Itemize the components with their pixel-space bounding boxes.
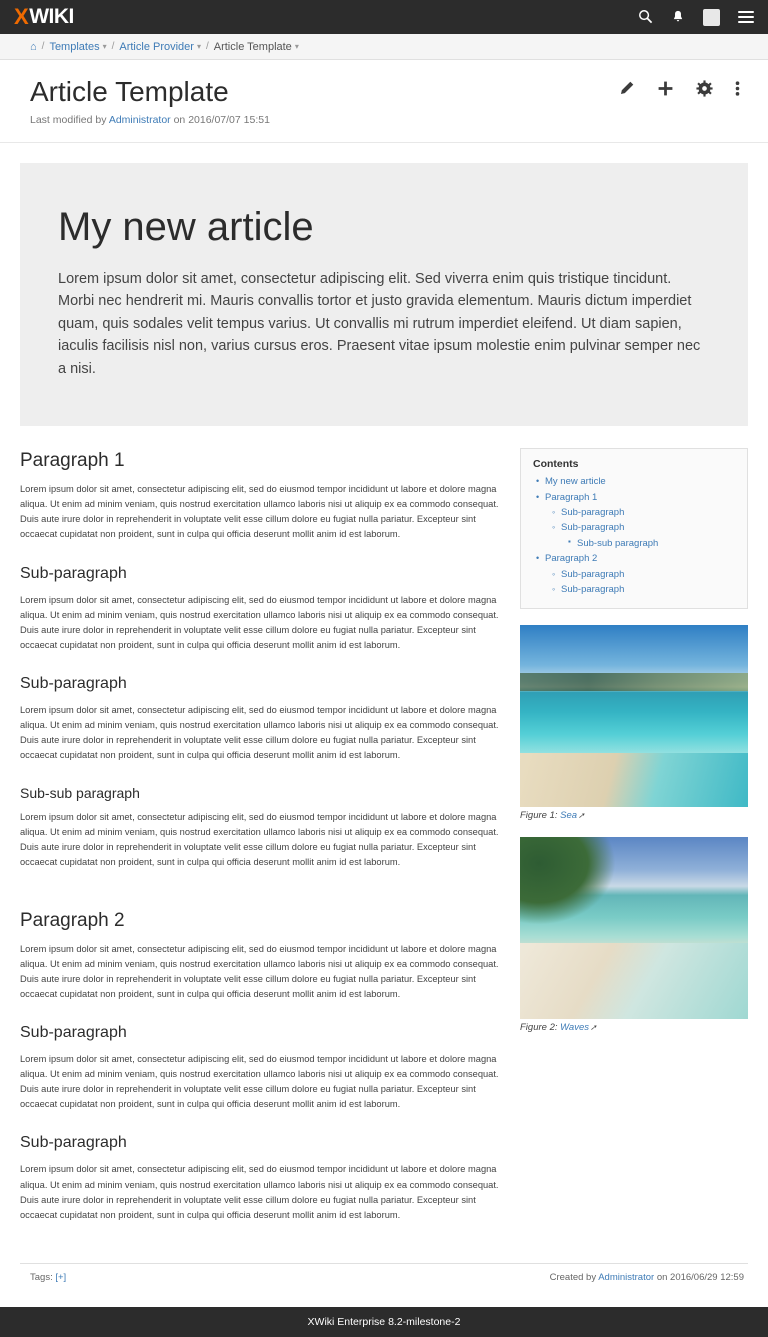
section-sub-sub-paragraph <box>20 785 500 870</box>
heading-sub-paragraph: Sub-paragraph <box>20 1024 127 1042</box>
tags-expand-toggle[interactable]: [+] <box>55 1271 67 1283</box>
breadcrumb-item-current: Article Template <box>213 40 292 53</box>
notifications-bell-icon[interactable] <box>671 9 685 26</box>
page-icon[interactable] <box>703 9 720 26</box>
xwiki-logo[interactable] <box>14 4 74 30</box>
chevron-down-icon[interactable]: ▾ <box>294 42 299 51</box>
body-paragraph: Lorem ipsum dolor sit amet, consectetur adipiscing elit, sed do eiusmod tempor incididunt ut labore et dolore magna aliqua. Ut enim ad minim veniam, quis nostrud exercitation ullamco laboris nisi ut aliquip ex ea commodo consequat. Duis aute irure dolor in reprehenderit in voluptate velit esse cillum dolore eu fugiat nulla pariatur. Excepteur sint occaecat cupidatat non proident, sunt in culpa qui officia deserunt mollit anim id est laborum. <box>20 704 499 760</box>
toc-link-my-new-article[interactable]: My new article <box>545 476 606 488</box>
gear-icon-svg <box>696 80 713 97</box>
body-paragraph: Lorem ipsum dolor sit amet, consectetur adipiscing elit, sed do eiusmod tempor incididunt ut labore et dolore magna aliqua. Ut enim ad minim veniam, quis nostrud exercitation ullamco laboris nisi ut aliquip ex ea commodo consequat. Duis aute irure dolor in reprehenderit in voluptate velit esse cillum dolore eu fugiat nulla pariatur. Excepteur sint occaecat cupidatat non proident, sunt in culpa qui officia deserunt mollit anim id est laborum. <box>20 1164 499 1220</box>
toc-link-sub-paragraph[interactable]: Sub-paragraph <box>561 568 625 580</box>
toc-sublist <box>545 567 735 598</box>
section-sub-paragraph-2b <box>20 1134 500 1222</box>
toc-link-paragraph-1[interactable]: Paragraph 1 <box>545 491 598 503</box>
document-actions <box>618 80 740 100</box>
breadcrumb-item-article-provider[interactable]: Article Provider <box>119 40 194 53</box>
toc-item[interactable] <box>545 474 735 489</box>
search-icon-svg <box>638 9 653 24</box>
section-paragraph-1 <box>20 448 500 542</box>
heading-sub-paragraph: Sub-paragraph <box>20 564 127 582</box>
breadcrumb-separator: / <box>41 41 45 52</box>
footer-bar <box>0 1307 768 1337</box>
chevron-down-icon[interactable]: ▾ <box>102 42 107 51</box>
toc-title: Contents <box>533 458 579 471</box>
page-header <box>0 60 768 143</box>
search-icon[interactable] <box>638 9 653 26</box>
menu-icon-line <box>738 11 754 13</box>
section-sub-paragraph-1a <box>20 565 500 653</box>
toc-list <box>533 474 735 597</box>
body-paragraph: Lorem ipsum dolor sit amet, consectetur adipiscing elit, sed do eiusmod tempor incididunt ut labore et dolore magna aliqua. Ut enim ad minim veniam, quis nostrud exercitation ullamco laboris nisi ut aliquip ex ea commodo consequat. Duis aute irure dolor in reprehenderit in voluptate velit esse cillum dolore eu fugiat nulla pariatur. Excepteur sint occaecat cupidatat non proident, sunt in culpa qui officia deserunt mollit anim id est laborum. <box>20 594 499 650</box>
logo-wordmark: WIKI <box>29 5 74 28</box>
breadcrumb-separator: / <box>111 41 115 52</box>
figure-1-caption <box>520 810 748 821</box>
menu-icon-line <box>738 16 754 18</box>
toc-link-paragraph-2[interactable]: Paragraph 2 <box>545 553 598 565</box>
figure-1 <box>520 625 748 821</box>
external-link-icon: ➚ <box>590 1023 597 1033</box>
edit-pencil-icon[interactable] <box>618 80 635 100</box>
sea-image[interactable] <box>520 625 748 807</box>
toc-item[interactable] <box>561 505 735 520</box>
menu-icon-line <box>738 21 754 23</box>
heading-sub-paragraph: Sub-paragraph <box>20 674 127 692</box>
bell-icon-svg <box>671 9 685 24</box>
hero-title: My new article <box>58 205 314 249</box>
body-paragraph: Lorem ipsum dolor sit amet, consectetur adipiscing elit, sed do eiusmod tempor incididunt ut labore et dolore magna aliqua. Ut enim ad minim veniam, quis nostrud exercitation ullamco laboris nisi ut aliquip ex ea commodo consequat. Duis aute irure dolor in reprehenderit in voluptate velit esse cillum dolore eu fugiat nulla pariatur. Excepteur sint occaecat cupidatat non proident, sunt in culpa qui officia deserunt mollit anim id est laborum. <box>20 944 499 1000</box>
section-sub-paragraph-2a <box>20 1024 500 1112</box>
body-paragraph: Lorem ipsum dolor sit amet, consectetur adipiscing elit, sed do eiusmod tempor incididunt ut labore et dolore magna aliqua. Ut enim ad minim veniam, quis nostrud exercitation ullamco laboris nisi ut aliquip ex ea commodo consequat. Duis aute irure dolor in reprehenderit in voluptate velit esse cillum dolore eu fugiat nulla pariatur. Excepteur sint occaecat cupidatat non proident, sunt in culpa qui officia deserunt mollit anim id est laborum. <box>20 484 499 540</box>
heading-paragraph-2: Paragraph 2 <box>20 910 125 932</box>
toc-link-sub-paragraph[interactable]: Sub-paragraph <box>561 507 625 519</box>
breadcrumb-separator: / <box>205 41 209 52</box>
breadcrumb <box>0 34 768 60</box>
hero-paragraph: Lorem ipsum dolor sit amet, consectetur adipiscing elit. Sed viverra enim quis tristique tincidunt. Morbi nec hendrerit mi. Mauris convallis tortor et justo gravida elementum. Mauris dictum imperdiet quam, quis sodales velit tempus varius. Ut convallis mi rutrum imperdiet eleifend. Ut diam sapien, iaculis facilisis nisl non, varius cursus eros. Praesent vitae ipsum molestie enim pulvinar semper nec a nisi. <box>58 271 701 377</box>
page-title: Article Template <box>30 76 229 107</box>
figure-1-caption-prefix: Figure 1: <box>520 810 558 822</box>
toc-sublist <box>545 505 735 551</box>
figure-1-link[interactable]: Sea <box>560 810 578 822</box>
breadcrumb-home-icon[interactable]: ⌂ <box>30 40 37 53</box>
article-hero-box <box>20 163 748 426</box>
body-paragraph: Lorem ipsum dolor sit amet, consectetur adipiscing elit, sed do eiusmod tempor incididunt ut labore et dolore magna aliqua. Ut enim ad minim veniam, quis nostrud exercitation ullamco laboris nisi ut aliquip ex ea commodo consequat. Duis aute irure dolor in reprehenderit in voluptate velit esse cillum dolore eu fugiat nulla pariatur. Excepteur sint occaecat cupidatat non proident, sunt in culpa qui officia deserunt mollit anim id est laborum. <box>20 811 499 868</box>
section-sub-paragraph-1b <box>20 675 500 763</box>
top-navigation-bar <box>0 0 768 34</box>
toc-item[interactable] <box>561 567 735 582</box>
settings-gear-icon[interactable] <box>696 80 713 100</box>
created-prefix: Created by <box>549 1271 597 1283</box>
document-footer <box>20 1263 748 1293</box>
breadcrumb-item-templates[interactable]: Templates <box>49 40 100 53</box>
main-content-column <box>20 448 500 1244</box>
waves-image[interactable] <box>520 837 748 1019</box>
last-modified-date: on 2016/07/07 15:51 <box>173 114 270 126</box>
page-last-modified-info <box>30 114 738 134</box>
figure-2-link[interactable]: Waves <box>560 1022 590 1034</box>
toc-link-sub-paragraph[interactable]: Sub-paragraph <box>561 522 625 534</box>
heading-sub-paragraph: Sub-paragraph <box>20 1134 127 1152</box>
toc-link-sub-sub-paragraph[interactable]: Sub-sub paragraph <box>577 537 659 549</box>
created-info <box>550 1272 744 1283</box>
last-modified-prefix: Last modified by <box>30 114 107 126</box>
heading-paragraph-1: Paragraph 1 <box>20 450 125 472</box>
logo-x-mark: X <box>14 4 29 29</box>
table-of-contents <box>520 448 748 609</box>
created-author-link[interactable]: Administrator <box>598 1271 655 1283</box>
created-date: on 2016/06/29 12:59 <box>656 1271 744 1283</box>
kebab-menu-icon-svg <box>735 80 740 97</box>
body-paragraph: Lorem ipsum dolor sit amet, consectetur adipiscing elit, sed do eiusmod tempor incididunt ut labore et dolore magna aliqua. Ut enim ad minim veniam, quis nostrud exercitation ullamco laboris nisi ut aliquip ex ea commodo consequat. Duis aute irure dolor in reprehenderit in voluptate velit esse cillum dolore eu fugiat nulla pariatur. Excepteur sint occaecat cupidatat non proident, sunt in culpa qui officia deserunt mollit anim id est laborum. <box>20 1054 499 1110</box>
more-options-icon[interactable] <box>735 80 740 100</box>
add-plus-icon[interactable] <box>657 80 674 100</box>
section-paragraph-2 <box>20 908 500 1002</box>
toc-sublist <box>561 536 735 551</box>
figure-2 <box>520 837 748 1033</box>
heading-sub-sub-paragraph: Sub-sub paragraph <box>20 784 140 801</box>
section-spacer <box>20 892 500 908</box>
external-link-icon: ➚ <box>578 811 585 821</box>
sidebar-column <box>520 448 748 1033</box>
menu-icon[interactable] <box>738 8 754 26</box>
footer-version-text: XWiki Enterprise 8.2-milestone-2 <box>307 1315 461 1328</box>
toc-item[interactable] <box>545 551 735 597</box>
chevron-down-icon[interactable]: ▾ <box>196 42 201 51</box>
tags-area <box>30 1272 66 1283</box>
tags-label: Tags: <box>30 1271 53 1283</box>
last-modified-author-link[interactable]: Administrator <box>108 114 171 126</box>
toc-link-sub-paragraph[interactable]: Sub-paragraph <box>561 583 625 595</box>
toc-item[interactable] <box>561 582 735 597</box>
toc-item[interactable] <box>545 490 735 552</box>
pencil-icon-svg <box>618 80 635 97</box>
content-area <box>0 426 768 1244</box>
figure-2-caption <box>520 1022 748 1033</box>
plus-icon-svg <box>657 80 674 97</box>
top-bar-actions <box>638 8 754 26</box>
figure-2-caption-prefix: Figure 2: <box>520 1022 558 1034</box>
toc-item[interactable] <box>577 536 735 551</box>
toc-item[interactable] <box>561 520 735 551</box>
